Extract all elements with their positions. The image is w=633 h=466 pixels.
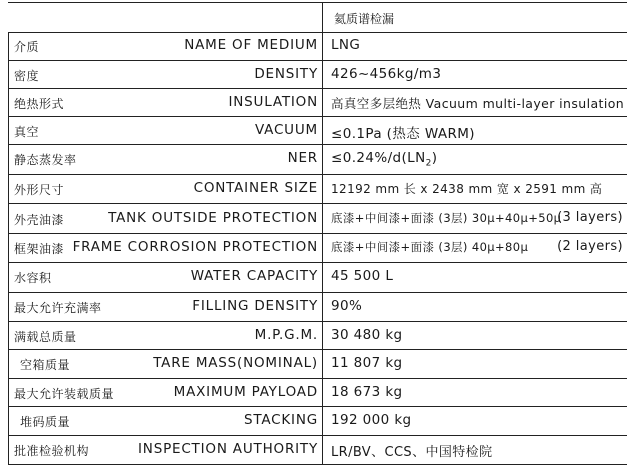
value-note: (3 layers) [557,210,623,225]
label-zh: 框架油漆 [14,242,65,256]
table-row [8,234,627,262]
value-cell [331,150,437,169]
value-cell: LNG [331,37,361,53]
label-cell [8,61,322,89]
label-cell [8,350,322,378]
value-cell: 底漆+中间漆+面漆 (3层) 40μ+80μ [331,240,529,254]
table-row [8,263,627,291]
label-cell [8,145,322,173]
value-cell: LR/BV、CCS、中国特检院 [331,445,493,460]
table-row [8,436,627,464]
label-en: FRAME CORROSION PROTECTION [72,239,318,255]
label-zh: 密度 [14,69,40,83]
value-cell: 90% [331,298,363,314]
value-text: ≤0.24%/d(LN [331,150,426,166]
label-en: FILLING DENSITY [192,298,318,314]
value-cell: 12192 mm 长 x 2438 mm 宽 x 2591 mm 高 [331,182,603,196]
label-zh: 空箱质量 [20,358,71,372]
label-cell [8,32,322,60]
label-zh: 批准检验机构 [14,444,90,458]
table-border-top [8,2,627,3]
label-en: NAME OF MEDIUM [184,37,318,53]
table-row [8,322,627,350]
label-zh: 绝热形式 [14,97,65,111]
label-cell [8,436,322,464]
table-row [8,293,627,321]
label-zh: 堆码质量 [20,415,71,429]
value-cell: ≤0.1Pa (热态 WARM) [331,126,475,142]
label-cell [8,234,322,262]
header-title: 氦质谱检漏 [334,12,395,26]
table-row [8,117,627,145]
row-divider [8,203,627,204]
label-cell [8,117,322,145]
label-en: DENSITY [254,66,318,82]
value-note: (2 layers) [557,239,623,254]
label-en: M.P.G.M. [254,327,318,343]
table-row [8,175,627,203]
label-en: NER [287,150,318,166]
table-row [8,205,627,233]
table-row [8,407,627,435]
label-cell [8,322,322,350]
label-en: CONTAINER SIZE [193,180,318,196]
label-zh: 最大允许充满率 [14,301,102,315]
label-en: VACUUM [254,122,318,138]
label-zh: 最大允许装载质量 [14,387,115,401]
table-row [8,32,627,60]
value-cell: 30 480 kg [331,327,403,343]
value-cell: 45 500 L [331,268,394,284]
value-cell: 高真空多层绝热 Vacuum multi-layer insulation [331,96,625,111]
table-border-bottom [8,464,627,465]
label-cell [8,379,322,407]
label-en: STACKING [244,412,318,428]
table-row [8,379,627,407]
label-zh: 外形尺寸 [14,183,65,197]
label-zh: 真空 [14,125,40,139]
value-cell: 192 000 kg [331,412,412,428]
label-en: MAXIMUM PAYLOAD [173,384,318,400]
label-zh: 静态蒸发率 [14,153,77,167]
label-zh: 满载总质量 [14,330,77,344]
label-zh: 介质 [14,40,40,54]
table-row [8,350,627,378]
label-cell [8,407,322,435]
value-cell: 11 807 kg [331,355,403,371]
table-row [8,61,627,89]
label-zh: 外壳油漆 [14,213,65,227]
value-text: ) [431,150,438,166]
label-zh: 水容积 [14,271,52,285]
table-row [8,89,627,117]
label-en: INSULATION [228,94,318,110]
label-cell [8,89,322,117]
value-subscript: 2 [425,158,432,169]
label-cell [8,175,322,203]
value-cell: 18 673 kg [331,384,403,400]
value-cell: 426~456kg/m3 [331,66,442,82]
label-cell [8,263,322,291]
table-row [8,145,627,173]
label-cell [8,293,322,321]
label-en: INSPECTION AUTHORITY [138,441,318,457]
label-en: TANK OUTSIDE PROTECTION [108,210,318,226]
value-cell: 底漆+中间漆+面漆 (3层) 30μ+40μ+50μ [331,211,562,225]
label-en: WATER CAPACITY [190,268,318,284]
label-cell [8,205,322,233]
label-en: TARE MASS(NOMINAL) [153,355,318,371]
